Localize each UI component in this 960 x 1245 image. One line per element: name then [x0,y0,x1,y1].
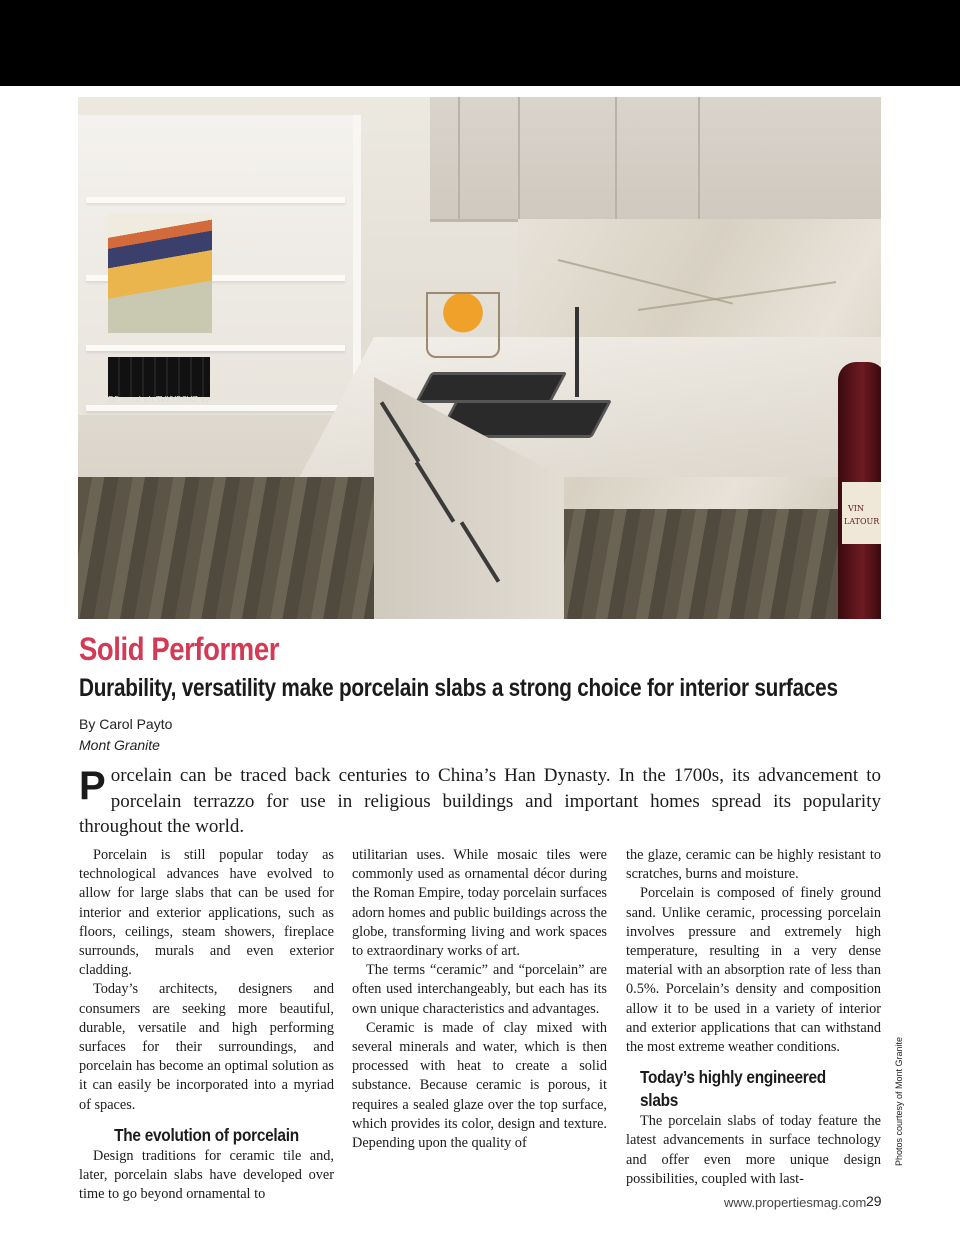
body-paragraph: the glaze, ceramic can be highly resistant to scratches, burns and moisture. [626,847,881,883]
footer-url[interactable]: www.propertiesmag.com [724,1195,867,1210]
fruit-bowl [426,292,500,358]
cabinet-seam [518,97,520,219]
shelf-board [86,197,345,203]
hero-photo [78,97,881,619]
text-column-3 [626,846,881,1189]
bottle-label [842,482,881,544]
cabinet-seam [458,97,460,219]
sink-basin [415,372,567,403]
faucet [575,307,579,397]
byline: By Carol Payto [79,716,173,732]
lead-paragraph [79,763,881,840]
article-kicker: Solid Performer [79,631,280,667]
bottle-label-text: LATOUR [844,517,880,526]
author-affiliation: Mont Granite [79,737,160,753]
article-headline: Durability, versatility make porcelain slabs a strong choice for interior surfaces [79,674,838,702]
upper-cabinets [430,97,881,222]
drop-cap: P [79,764,106,808]
body-paragraph: Today’s architects, designers and consumers are seeking more beautiful, durable, versatile and high performing surfaces for their surroundings, and porcelain has become an optimal solution as it can easily be incorporated into a myriad of spaces. [79,981,334,1113]
body-paragraph: Design traditions for ceramic tile and, later, porcelain slabs have developed over time to go beyond ornamental to [79,1147,334,1203]
section-subhead: Today’s highly engineered slabs [640,1067,826,1111]
photo-credit: Photos courtesy of Mont Granite [894,1036,904,1166]
text-column-1 [79,846,334,1204]
cabinet-seam [698,97,700,219]
body-paragraph: The porcelain slabs of today feature the latest advancements in surface technology and offer even more unique design possibilities, coupled with last- [626,1113,881,1187]
body-paragraph: The terms “ceramic” and “porcelain” are often used interchangeably, but each has its own unique characteristics and advantages. [352,962,607,1017]
body-paragraph: Porcelain is still popular today as technological advances have evolved to allow for large slabs that can be used for interior and exterior applications, such as floors, ceilings, steam showers, fireplace surrounds, murals and even exterior cladding. [79,847,334,979]
book-spine-text: DF m sd eh TVKYRSVZ xy [108,395,210,404]
lead-text: orcelain can be traced back centuries to China’s Han Dynasty. In the 1700s, its advancement to porcelain terrazzo for use in religious buildings and important homes spread its popularity throughout the world. [79,765,881,837]
body-paragraph: Ceramic is made of clay mixed with several minerals and water, which is then processed with heat to create a solid substance. Because ceramic is porous, it requires a sealed glaze over the top surface, which provides its color, design and texture. Depending upon the quality of [352,1019,607,1152]
page-number: 29 [866,1193,882,1209]
book-row [108,357,210,397]
body-paragraph: utilitarian uses. While mosaic tiles were commonly used as ornamental décor during the Roman Empire, today porcelain surfaces adorn homes and public buildings across the globe, transforming living and work spaces to extraordinary works of art. [352,847,607,960]
shelf-board [86,345,345,351]
wall-painting [108,213,212,333]
cabinet-seam [615,97,617,219]
text-column-2 [352,846,607,1153]
bottle-label-text: VIN [848,504,864,513]
body-paragraph: Porcelain is composed of finely ground sand. Unlike ceramic, processing porcelain involves pressure and extremely high temperature, resulting in a very dense material with an absorption rate of less than 0.5%. Porcelain’s density and composition allow it to be used in a variety of interior and exterior applications that can withstand the most extreme weather conditions. [626,885,881,1056]
section-subhead: The evolution of porcelain [114,1124,299,1145]
marble-vein [558,259,733,304]
wine-bottle [838,362,881,619]
top-black-band [0,0,960,86]
shelf-board [86,405,345,411]
